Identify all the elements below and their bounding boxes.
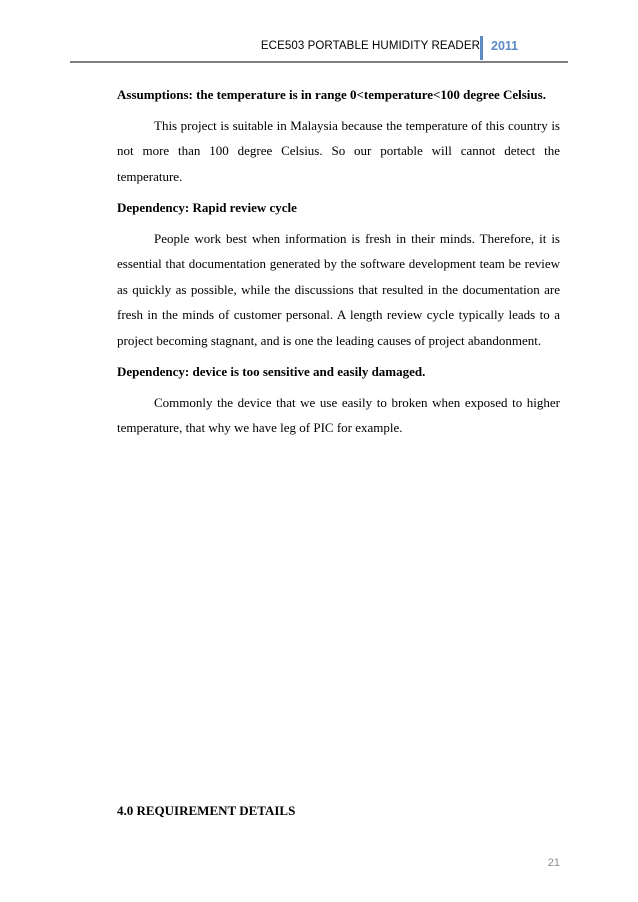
header-year: 2011	[491, 39, 519, 53]
document-body	[117, 82, 560, 447]
dependency-review-cycle-heading: Dependency: Rapid review cycle	[117, 200, 297, 215]
dependency-device-paragraph: Commonly the device that we use easily to broken when exposed to higher temperature, that why we have leg of PIC for example.	[117, 394, 560, 435]
header-separator	[480, 36, 483, 60]
assumptions-paragraph: This project is suitable in Malaysia because the temperature of this country is not more than 100 degree Celsius. So our portable will cannot detect the temperature.	[117, 117, 560, 184]
assumptions-heading: Assumptions: the temperature is in range 0<temperature<100 degree Celsius.	[117, 87, 546, 102]
header-title: ECE503 PORTABLE HUMIDITY READER	[260, 40, 480, 52]
dependency-device-heading: Dependency: device is too sensitive and easily damaged.	[117, 364, 426, 379]
section-heading: 4.0 REQUIREMENT DETAILS	[117, 803, 296, 818]
page-number: 21	[547, 857, 560, 869]
dependency-review-cycle-paragraph: People work best when information is fresh in their minds. Therefore, it is essential that documentation generated by the software development team be review as quickly as possible, while the discussions that resulted in the documentation are fresh in the minds of customer personal. A length review cycle typically leads to a project becoming stagnant, and is one the leading causes of project abandonment.	[117, 230, 560, 348]
header-rule	[70, 61, 568, 63]
page-header	[70, 36, 568, 64]
